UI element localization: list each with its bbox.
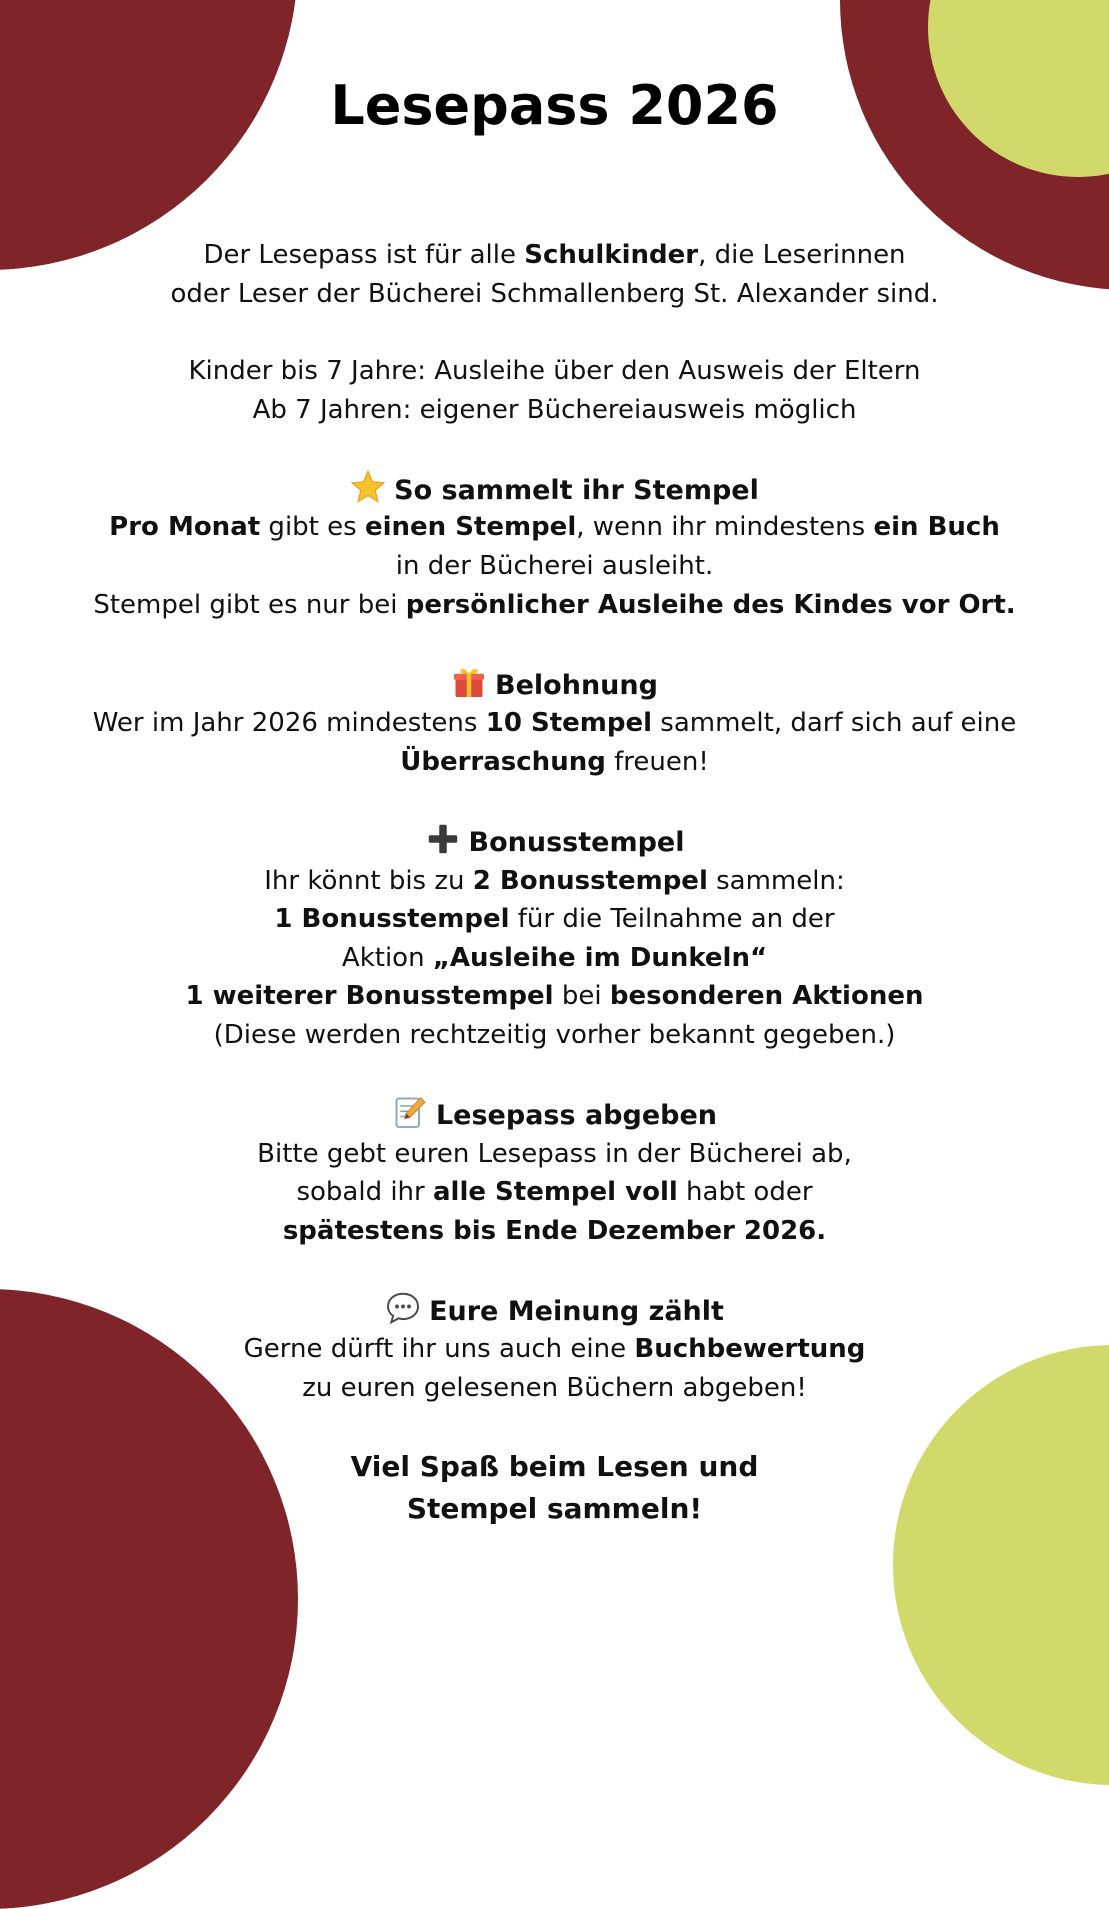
stempel-heading: So sammelt ihr Stempel — [0, 469, 1109, 510]
intro-line-1: Der Lesepass ist für alle Schulkinder, die Leserinnen — [203, 240, 906, 270]
abgeben-heading: Lesepass abgeben — [0, 1094, 1109, 1135]
abgeben-line-1: Bitte gebt euren Lesepass in der Bücherei ab, — [257, 1139, 852, 1169]
abgeben-line-3: spätestens bis Ende Dezember 2026. — [282, 1216, 827, 1246]
age-line-2: Ab 7 Jahren: eigener Büchereiausweis möglich — [252, 395, 857, 425]
meinung-line-2: zu euren gelesenen Büchern abgeben! — [302, 1373, 807, 1403]
bonus-line-1: Ihr könnt bis zu 2 Bonusstempel sammeln: — [264, 866, 845, 896]
belohnung-heading: Belohnung — [0, 664, 1109, 705]
speech-bubble-icon — [385, 1290, 421, 1326]
closing-line-1: Viel Spaß beim Lesen und — [350, 1450, 759, 1483]
plus-icon — [425, 821, 461, 857]
closing-line-2: Stempel sammeln! — [406, 1492, 703, 1525]
stempel-line-1: Pro Monat gibt es einen Stempel, wenn ihr mindestens ein Buch — [109, 512, 1000, 542]
meinung-line-1: Gerne dürft ihr uns auch eine Buchbewertung — [243, 1334, 866, 1364]
decor-circle-bottom-right — [893, 1345, 1109, 1785]
bonus-line-5: (Diese werden rechtzeitig vorher bekannt gegeben.) — [213, 1020, 896, 1050]
page-title: Lesepass 2026 — [330, 74, 779, 137]
bonus-line-2: 1 Bonusstempel für die Teilnahme an der — [274, 904, 835, 934]
stempel-line-2: in der Bücherei ausleiht. — [395, 551, 714, 581]
belohnung-line-2: Überraschung freuen! — [400, 747, 709, 777]
star-icon — [350, 469, 386, 505]
stempel-line-3: Stempel gibt es nur bei persönlicher Ausleihe des Kindes vor Ort. — [93, 590, 1016, 620]
age-line-1: Kinder bis 7 Jahre: Ausleihe über den Ausweis der Eltern — [188, 356, 921, 386]
belohnung-line-1: Wer im Jahr 2026 mindestens 10 Stempel sammelt, darf sich auf eine — [92, 708, 1017, 738]
bonus-heading: Bonusstempel — [0, 821, 1109, 862]
gift-icon — [451, 664, 487, 700]
intro-line-2: oder Leser der Bücherei Schmallenberg St. Alexander sind. — [170, 279, 939, 309]
bonus-line-3: Aktion „Ausleihe im Dunkeln“ — [341, 943, 768, 973]
meinung-heading: Eure Meinung zählt — [0, 1290, 1109, 1331]
abgeben-line-2: sobald ihr alle Stempel voll habt oder — [296, 1177, 813, 1207]
bonus-line-4: 1 weiterer Bonusstempel bei besonderen Aktionen — [185, 981, 924, 1011]
memo-icon — [392, 1094, 428, 1130]
